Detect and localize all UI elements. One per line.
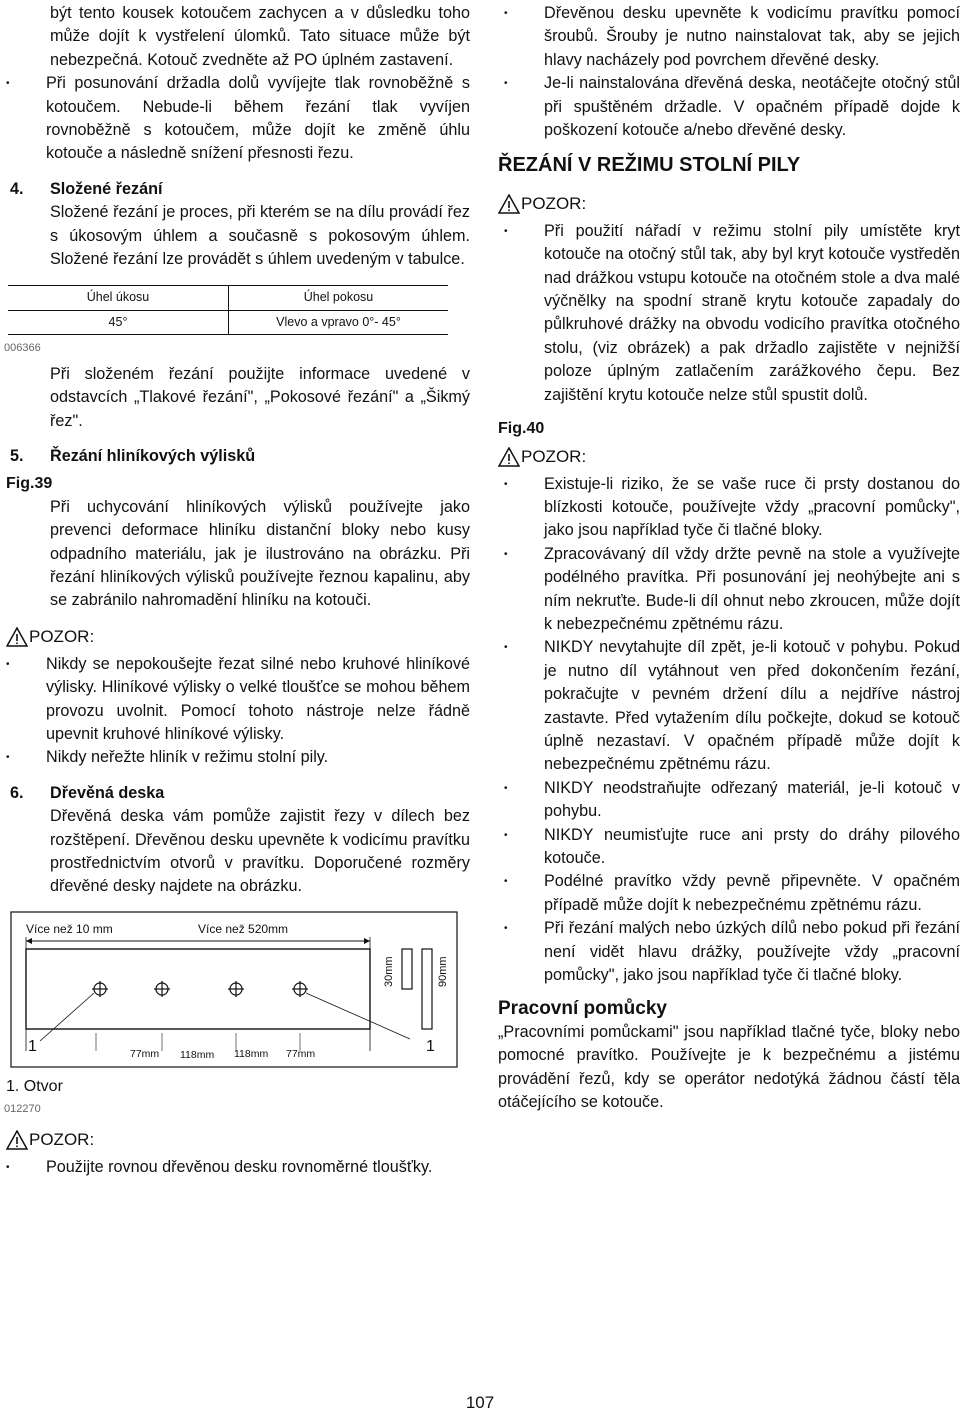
- bullet-parallel-pressure: • Při posunování držadla dolů vyvíjejte tlak rovnoběžně s kotoučem. Nebude-li během řezání tlak vyvíjen rovnoběžně s kotoučem, může dojít ke změně úhlu kotouče a následně snížení přesnosti řezu.: [0, 72, 470, 166]
- warning-2: [0, 1128, 470, 1152]
- dim-label-10mm: Více než 10 mm: [26, 921, 113, 936]
- right-warning-2: [498, 445, 960, 469]
- right-warning-1: [498, 192, 960, 216]
- warning-1-bullet-1: • Nikdy se nepokoušejte řezat silné nebo kruhové hliníkové výlisky. Hliníkové výlisky o velké tloušťce se mohou během provozu uvolnit. Pomocí tohoto nástroje nelze řádně upevnit kruhové hliníkové výlisky.: [0, 653, 470, 747]
- fig-39-label: Fig.39: [6, 475, 53, 493]
- right-warning-2-bullet-3: • NIKDY nevytahujte díl zpět, je-li kotouč v pohybu. Pokud je nutno díl vytáhnout ven před dokončením řezání, pokračujte v pevném držení dílu a nejdříve nástroj zastavte. Před vytažením dílu počkejte, dokud se kotouč úplně nezastaví. V opačném případě může dojít k nebezpečnému zpětnému rázu.: [498, 636, 960, 776]
- page-number: 107: [465, 1393, 495, 1412]
- section-5-text: Při uchycování hliníkových výlisků používejte jako prevenci deformace hliníku distanční bloky nebo kusy odpadního materiálu, jak je ilustrováno na obrázku. Při řezání hliníkových výlisků používejte řeznou kapalinu, aby se zabránilo nahromadění hliníku na kotouči.: [50, 497, 470, 610]
- hole-label-right: 1: [426, 1037, 435, 1055]
- dim-118mm-2: 118mm: [234, 1047, 269, 1060]
- right-column: [498, 0, 960, 1114]
- table-header-miter: Úhel pokosu: [229, 286, 449, 310]
- wood-facing-diagram: [10, 911, 460, 1071]
- section-4-heading: [0, 178, 470, 201]
- warning-1: [0, 625, 470, 649]
- work-aids-title: Pracovní pomůcky: [498, 998, 667, 1020]
- dim-label-520mm: Více než 520mm: [198, 921, 289, 936]
- right-warning-2-bullet-4: • NIKDY neodstraňujte odřezaný materiál, je-li kotouč v pohybu.: [498, 777, 960, 824]
- dim-30mm: 30mm: [383, 956, 395, 987]
- diagram-code: 012270: [4, 1103, 41, 1116]
- right-warning-2-bullet-7: • Při řezání malých nebo úzkých dílů nebo pokud při řezání není vidět hlavu drážky, používejte vždy „pracovní pomůcky", jako jsou například tyče či tlačné bloky.: [498, 917, 960, 987]
- warning-triangle-icon: [6, 1130, 28, 1150]
- right-warning-2-bullet-5: • NIKDY neumisťujte ruce ani prsty do dráhy pilového kotouče.: [498, 824, 960, 871]
- warning-2-label: POZOR:: [29, 1129, 95, 1149]
- warning-triangle-icon: [498, 447, 520, 467]
- compound-angle-table: [8, 285, 448, 335]
- section-4-text2: Při složeném řezání použijte informace uvedené v odstavcích „Tlakové řezání", „Pokosové řezání" a „Šikmý řez".: [50, 364, 470, 430]
- table-value-bevel: 45°: [8, 310, 229, 334]
- section-5-number: 5.: [10, 446, 24, 465]
- right-bullet-screws: • Dřevěnou desku upevněte k vodicímu pravítku pomocí šroubů. Šrouby je nutno nainstalovat tak, aby se jejich hlavy nacházely pod povrchem dřevěné desky.: [498, 2, 960, 72]
- warning-triangle-icon: [498, 194, 520, 214]
- dim-77mm-left: 77mm: [130, 1047, 160, 1060]
- hole-markers: [92, 981, 308, 997]
- warning-1-label: POZOR:: [29, 627, 95, 647]
- warning-2-bullet-1: • Použijte rovnou dřevěnou desku rovnoměrné tloušťky.: [0, 1156, 470, 1179]
- table-value-miter: Vlevo a vpravo 0°- 45°: [229, 310, 449, 334]
- table-saw-section-title: ŘEZÁNÍ V REŽIMU STOLNÍ PILY: [498, 154, 801, 177]
- section-6-text: Dřevěná deska vám pomůže zajistit řezy v dílech bez rozštěpení. Dřevěnou desku upevněte k vodicímu pravítku prostřednictvím otvorů v pravítku. Doporučené rozměry dřevěné desky najdete na obrázku.: [50, 807, 470, 896]
- table-header-bevel: Úhel úkosu: [8, 286, 229, 310]
- right-warning-2-bullet-1: • Existuje-li riziko, že se vaše ruce či prsty dostanou do blízkosti kotouče, používejte vždy „pracovní pomůcky", jako jsou například tyče či tlačné bloky.: [498, 473, 960, 543]
- section-5-heading: [0, 445, 470, 468]
- section-4-title: Složené řezání: [50, 179, 163, 198]
- right-warning-2-label: POZOR:: [521, 446, 587, 466]
- section-5-title: Řezání hliníkových výlisků: [50, 446, 256, 465]
- section-4-number: 4.: [10, 179, 24, 198]
- section-6-heading: [0, 782, 470, 805]
- right-warning-1-bullet: • Při použití nářadí v režimu stolní pily umístěte kryt kotouče na otočný stůl tak, aby byl kryt kotouče vystředěn nad drážkou vstupu kotouče na otočném stole a dva malé výčnělky na spodní straně krytu kotouče zapadaly do půlkruhové drážky na obvodu vodicího pravítka otočného stolu, (viz obrázek) a pak držadlo zajistěte v nejnižší poloze úplným zatlačením zarážkového čepu. Bez zajištění krytu kotouče nelze stůl spustit dolů.: [498, 220, 960, 407]
- fig-40-label: Fig.40: [498, 420, 545, 438]
- hole-label-left: 1: [28, 1037, 37, 1055]
- right-warning-2-bullet-6: • Podélné pravítko vždy pevně připevněte. V opačném případě může dojít k nebezpečnému zpětnému rázu.: [498, 870, 960, 917]
- section-4-text: Složené řezání je proces, při kterém se na dílu provádí řez s úkosovým úhlem a současně s pokosovým úhlem. Složené řezání lze provádět s úhlem uvedeným v tabulce.: [50, 203, 470, 269]
- section-6-number: 6.: [10, 783, 24, 802]
- section-6-title: Dřevěná deska: [50, 783, 165, 802]
- warning-1-bullet-2: • Nikdy neřežte hliník v režimu stolní pily.: [0, 746, 470, 769]
- dim-77mm-right: 77mm: [286, 1047, 316, 1060]
- work-aids-text: „Pracovními pomůckami" jsou například tlačné tyče, bloky nebo pomocné pravítko. Používejte je k bezpečnému a jistému provádění řezů, kdy se operátor nedotýká žádnou částí těla otáčejícího se kotouče.: [498, 1022, 960, 1112]
- warning-triangle-icon: [6, 627, 28, 647]
- dim-118mm-1: 118mm: [180, 1048, 215, 1061]
- intro-continuation: být tento kousek kotoučem zachycen a v důsledku toho může dojít k vystřelení úlomků. Tato situace může být nebezpečná. Kotouč zvedněte až PO úplném zastavení.: [50, 4, 470, 69]
- diagram-legend: 1. Otvor: [6, 1077, 63, 1095]
- right-warning-2-bullet-2: • Zpracovávaný díl vždy držte pevně na stole a využívejte podélného pravítka. Při posunování jej neohýbejte ani s ním nekruťte. Bude-li díl ohnut nebo zkroucen, může dojít k nebezpečnému zpětnému rázu.: [498, 543, 960, 637]
- right-bullet-turntable: • Je-li nainstalována dřevěná deska, neotáčejte otočný stůl při spuštěném držadle. V opačném případě dojde k poškození kotouče a/nebo dřevěné desky.: [498, 72, 960, 142]
- left-column: [0, 0, 470, 1179]
- right-warning-1-label: POZOR:: [521, 194, 587, 214]
- table-code: 006366: [4, 342, 41, 355]
- dim-90mm: 90mm: [437, 956, 449, 987]
